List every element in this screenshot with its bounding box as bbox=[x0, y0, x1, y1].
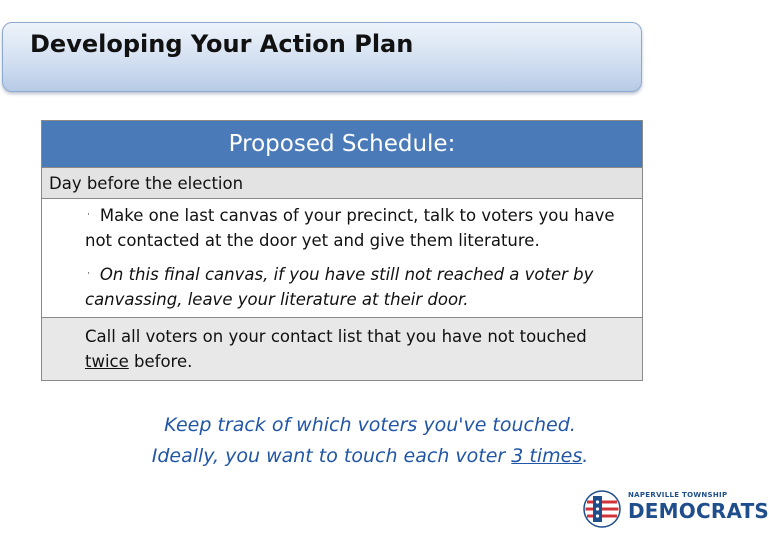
schedule-item-text: On this final canvas, if you have still not reached a voter by canvassing, leave your literature at their door. bbox=[85, 265, 594, 309]
note-line-1: Keep track of which voters you've touched. bbox=[164, 414, 576, 436]
schedule-call-row bbox=[42, 318, 642, 380]
bullet-icon: · bbox=[87, 269, 90, 279]
schedule-item-canvas bbox=[85, 203, 634, 253]
schedule-table bbox=[41, 120, 643, 381]
logo-line-1: NAPERVILLE TOWNSHIP bbox=[628, 491, 728, 499]
page-title: Developing Your Action Plan bbox=[30, 30, 414, 58]
call-text-pre: Call all voters on your contact list that you have not touched bbox=[85, 327, 587, 346]
schedule-item-literature bbox=[85, 262, 634, 312]
logo-emblem-icon bbox=[583, 490, 621, 528]
tracking-note bbox=[70, 410, 670, 472]
schedule-subheader: Day before the election bbox=[42, 168, 642, 199]
schedule-item-text: Make one last canvas of your precinct, talk to voters you have not contacted at the door yet and give them literature. bbox=[85, 206, 615, 250]
call-text-underlined: twice bbox=[85, 352, 129, 371]
logo-wordmark bbox=[628, 491, 769, 523]
logo-line-2: DEMOCRATS bbox=[628, 499, 769, 523]
note-line-2-pre: Ideally, you want to touch each voter bbox=[151, 445, 512, 467]
note-line-2-underlined: 3 times bbox=[511, 445, 583, 467]
note-line-2 bbox=[70, 441, 670, 472]
schedule-items bbox=[42, 199, 642, 318]
bullet-icon: · bbox=[87, 210, 90, 220]
note-line-2-post: . bbox=[582, 445, 589, 467]
call-text-post: before. bbox=[128, 352, 193, 371]
schedule-header: Proposed Schedule: bbox=[42, 121, 642, 168]
